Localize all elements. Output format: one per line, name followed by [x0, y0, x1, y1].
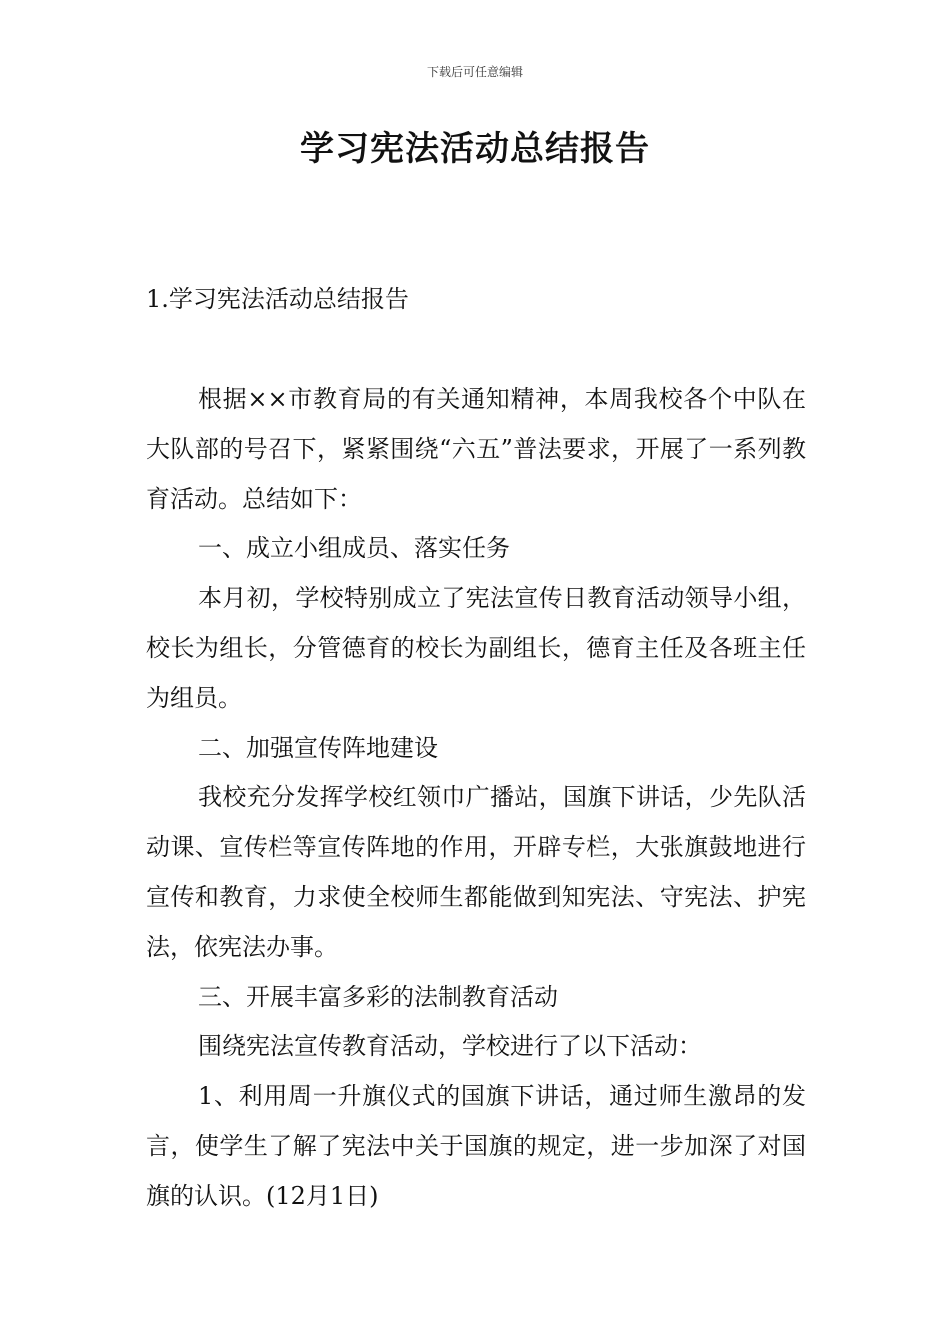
- header-note: 下载后可任意编辑: [426, 65, 523, 79]
- section-heading: 1.学习宪法活动总结报告: [146, 285, 409, 313]
- paragraph-team: 本月初，学校特别成立了宪法宣传日教育活动领导小组，校长为组长，分管德育的校长为副组长，德育主任及各班主任为组员。: [146, 584, 806, 712]
- paragraph-activities-intro: 围绕宪法宣传教育活动，学校进行了以下活动：: [198, 1032, 702, 1061]
- subheading-three: 三、开展丰富多彩的法制教育活动: [198, 982, 558, 1011]
- document-body: [146, 375, 806, 1222]
- paragraph-publicity: 我校充分发挥学校红领巾广播站，国旗下讲话，少先队活动课、宣传栏等宣传阵地的作用，开辟专栏，大张旗鼓地进行宣传和教育，力求使全校师生都能做到知宪法、守宪法、护宪法，依宪法办事。: [146, 783, 806, 961]
- paragraph-activity-one: 1、利用周一升旗仪式的国旗下讲话，通过师生激昂的发言，使学生了解了宪法中关于国旗的规定，进一步加深了对国旗的认识。(12月1日): [146, 1082, 806, 1210]
- subheading-two: 二、加强宣传阵地建设: [198, 733, 438, 762]
- subheading-one: 一、成立小组成员、落实任务: [198, 534, 510, 563]
- document-title: 学习宪法活动总结报告: [300, 129, 650, 169]
- intro-paragraph: 根据××市教育局的有关通知精神，本周我校各个中队在大队部的号召下，紧紧围绕“六五”普法要求，开展了一系列教育活动。总结如下：: [146, 385, 806, 513]
